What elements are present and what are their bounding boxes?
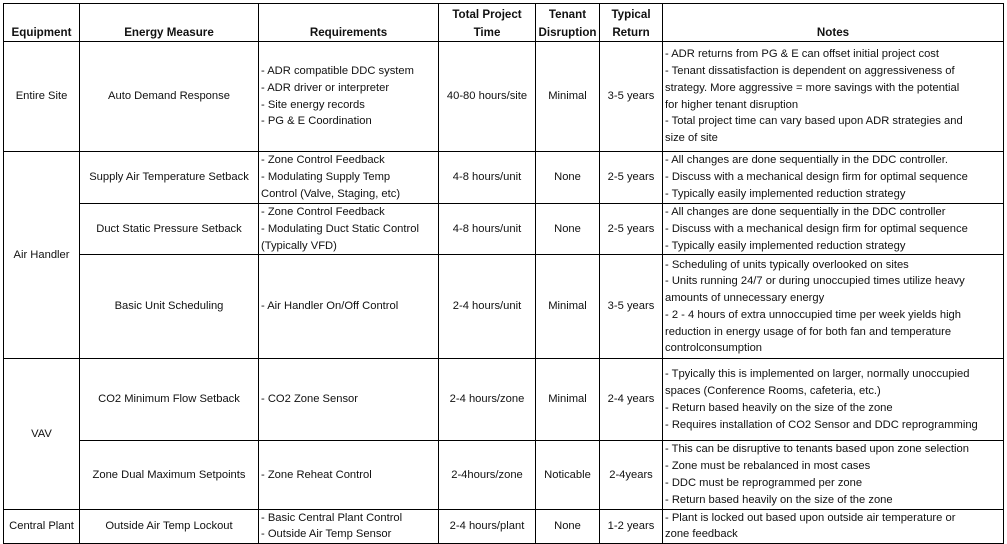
typical-return-cell: 2-4 years [600, 359, 663, 441]
requirements-cell [259, 359, 439, 441]
requirement-line: - Site energy records [261, 98, 365, 111]
note-line: - ADR returns from PG & E can offset initial project cost [665, 48, 939, 61]
energy-measure-cell: Supply Air Temperature Setback [80, 152, 259, 204]
header-tenant-disruption: Tenant Disruption [536, 4, 600, 42]
typical-return-cell: 2-4years [600, 441, 663, 509]
project-time-cell: 40-80 hours/site [439, 42, 536, 152]
requirements-cell [259, 204, 439, 255]
header-typical-return: Typical Return [600, 4, 663, 42]
energy-measure-cell: Duct Static Pressure Setback [80, 204, 259, 255]
note-line: - Plant is locked out based upon outside air temperature or [665, 511, 956, 524]
note-line: - All changes are done sequentially in the DDC controller [665, 206, 946, 218]
tenant-disruption-cell: None [536, 152, 600, 204]
requirement-line: Control (Valve, Staging, etc) [261, 187, 401, 200]
table-row [4, 359, 1004, 441]
table-row [4, 204, 1004, 255]
tenant-disruption-cell: Minimal [536, 359, 600, 441]
requirement-line: (Typically VFD) [261, 239, 337, 252]
note-line: - Units running 24/7 or during unoccupied times utilize heavy [665, 275, 965, 288]
requirement-line: - Outside Air Temp Sensor [261, 528, 392, 541]
requirement-line: - Air Handler On/Off Control [261, 300, 399, 313]
notes-cell [663, 441, 1004, 509]
energy-measure-cell: CO2 Minimum Flow Setback [80, 359, 259, 441]
header-energy-measure: Energy Measure [80, 4, 259, 42]
note-line: - Tenant dissatisfaction is dependent on aggressiveness of [665, 64, 955, 77]
note-line: - 2 - 4 hours of extra unnoccupied time per week yields high [665, 308, 962, 321]
equipment-cell: Entire Site [4, 42, 80, 152]
note-line: - Return based heavily on the size of the zone [665, 401, 893, 414]
project-time-cell: 2-4hours/zone [439, 441, 536, 509]
note-line: controlconsumption [665, 342, 763, 355]
requirement-line: - ADR compatible DDC system [261, 64, 414, 77]
note-line: zone feedback [665, 528, 738, 541]
requirement-line: - ADR driver or interpreter [261, 81, 390, 94]
project-time-cell: 2-4 hours/plant [439, 509, 536, 544]
header-requirements: Requirements [259, 4, 439, 42]
table-row [4, 255, 1004, 359]
typical-return-cell: 3-5 years [600, 255, 663, 359]
notes-cell [663, 42, 1004, 152]
note-line: - Requires installation of CO2 Sensor and DDC reprogramming [665, 418, 978, 431]
typical-return-cell: 1-2 years [600, 509, 663, 544]
project-time-cell: 2-4 hours/unit [439, 255, 536, 359]
note-line: for higher tenant disruption [665, 98, 799, 111]
tenant-disruption-cell: Noticable [536, 441, 600, 509]
notes-cell [663, 255, 1004, 359]
requirement-line: - Modulating Supply Temp [261, 171, 391, 184]
tenant-disruption-cell: None [536, 509, 600, 544]
table-row [4, 152, 1004, 204]
equipment-cell: Air Handler [4, 152, 80, 359]
notes-cell [663, 509, 1004, 544]
note-line: strategy. More aggressive = more savings with the potential [665, 81, 960, 94]
requirements-cell [259, 42, 439, 152]
header-notes: Notes [663, 4, 1004, 42]
note-line: - Zone must be rebalanced in most cases [665, 460, 871, 473]
notes-cell [663, 359, 1004, 441]
note-line: reduction in energy usage of for both fan and temperature [665, 325, 952, 338]
table-row [4, 42, 1004, 152]
energy-measure-cell: Zone Dual Maximum Setpoints [80, 441, 259, 509]
requirements-cell [259, 509, 439, 544]
equipment-cell: Central Plant [4, 509, 80, 544]
note-line: - Return based heavily on the size of the zone [665, 493, 893, 506]
header-row [4, 4, 1004, 42]
note-line: - Discuss with a mechanical design firm for optimal sequence [665, 171, 968, 184]
header-total-project-time: Total Project Time [439, 4, 536, 42]
project-time-cell: 2-4 hours/zone [439, 359, 536, 441]
requirement-line: - Basic Central Plant Control [261, 511, 403, 524]
project-time-cell: 4-8 hours/unit [439, 204, 536, 255]
requirements-cell [259, 152, 439, 204]
requirement-line: - Zone Reheat Control [261, 468, 372, 481]
table-row [4, 441, 1004, 509]
note-line: - Tpyically this is implemented on larger, normally unoccupied [665, 368, 970, 381]
requirement-line: - Zone Control Feedback [261, 206, 385, 218]
typical-return-cell: 2-5 years [600, 152, 663, 204]
note-line: - Typically easily implemented reduction strategy [665, 239, 906, 252]
note-line: amounts of unnecessary energy [665, 292, 825, 305]
note-line: size of site [665, 132, 718, 145]
notes-cell [663, 152, 1004, 204]
requirements-cell [259, 255, 439, 359]
note-line: - All changes are done sequentially in the DDC controller. [665, 154, 948, 167]
note-line: - Scheduling of units typically overlooked on sites [665, 258, 909, 271]
equipment-cell: VAV [4, 359, 80, 509]
note-line: spaces (Conference Rooms, cafeteria, etc.) [665, 385, 881, 398]
project-time-cell: 4-8 hours/unit [439, 152, 536, 204]
note-line: - DDC must be reprogrammed per zone [665, 476, 863, 489]
energy-measure-cell: Auto Demand Response [80, 42, 259, 152]
table-row [4, 509, 1004, 544]
note-line: - This can be disruptive to tenants based upon zone selection [665, 443, 969, 456]
requirement-line: - CO2 Zone Sensor [261, 393, 359, 406]
requirement-line: - Modulating Duct Static Control [261, 222, 419, 235]
requirement-line: - Zone Control Feedback [261, 154, 385, 167]
tenant-disruption-cell: Minimal [536, 255, 600, 359]
header-equipment: Equipment [4, 4, 80, 42]
tenant-disruption-cell: Minimal [536, 42, 600, 152]
energy-measure-cell: Basic Unit Scheduling [80, 255, 259, 359]
note-line: - Total project time can vary based upon ADR strategies and [665, 115, 963, 128]
note-line: - Discuss with a mechanical design firm for optimal sequence [665, 222, 968, 235]
energy-measure-cell: Outside Air Temp Lockout [80, 509, 259, 544]
requirement-line: - PG & E Coordination [261, 115, 372, 128]
typical-return-cell: 2-5 years [600, 204, 663, 255]
requirements-cell [259, 441, 439, 509]
energy-measures-table [3, 3, 1004, 544]
typical-return-cell: 3-5 years [600, 42, 663, 152]
tenant-disruption-cell: None [536, 204, 600, 255]
note-line: - Typically easily implemented reduction strategy [665, 187, 906, 200]
notes-cell [663, 204, 1004, 255]
